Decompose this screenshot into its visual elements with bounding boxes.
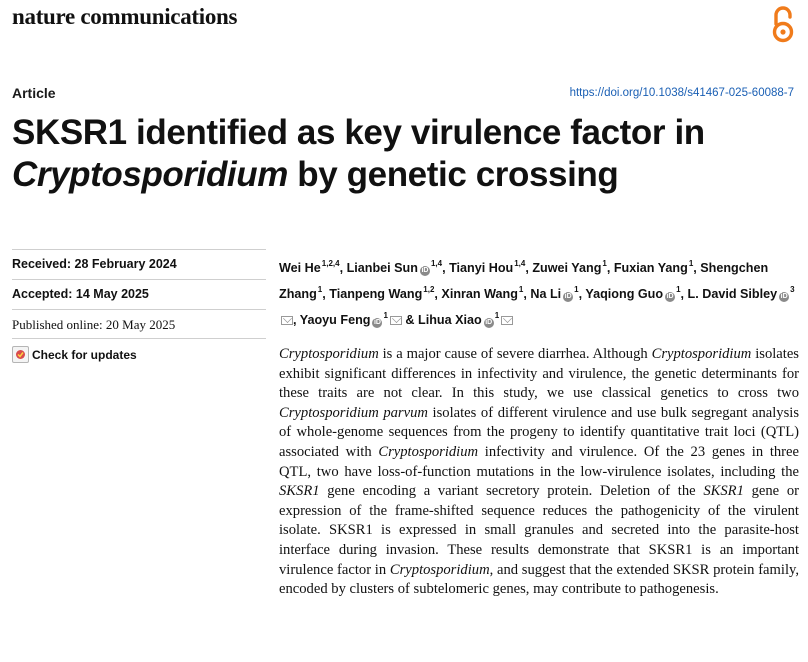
author-name-text: Lianbei Sun [346, 261, 418, 275]
divider [12, 309, 266, 310]
author-list: Wei He$^{1,2,4}$, Lianbei Sun iD$^{1,4}$, Tianyi Hou$^{1,4}$, Zuwei Yang$^1$, Fuxian Yang$^1$, Shengchen Zhang$^1$, Tianpeng Wang$^{1,2}$, Xinran Wang$^1$, Na Li $iD^1$, Yaqiong Guo $iD^1$, L. David Sibley $iD^3$, Yaoyu Feng $iD^1$ & Lihua Xiao $iD^1$ [279, 259, 795, 327]
author-affiliation: 1 [494, 311, 500, 320]
author-name-text: L. David Sibley [687, 287, 778, 301]
orcid-icon[interactable]: iD [780, 293, 788, 300]
orcid-icon[interactable]: iD [564, 293, 572, 300]
orcid-icon[interactable]: iD [373, 319, 381, 326]
accepted-date: Accepted: 14 May 2025 [12, 287, 149, 301]
abstract-italic-term: SKSR1 [279, 483, 320, 500]
abstract-text: infectivity and virulence. Of the 23 genes in three QTL, two have loss-of-function mutations in the low-virulence isolates, including the [279, 443, 799, 480]
author-name[interactable] [279, 261, 340, 275]
abstract-text: gene or expression of the frame-shifted sequence reduces the pathogenicity of the virulent isolate. SKSR1 is expressed in small granules and secreted into the parasite-host interface during invasion. These results demonstrate that SKSR1 is an important virulence factor in [279, 483, 799, 578]
abstract-italic-term: Cryptosporidium [378, 443, 479, 460]
email-icon[interactable] [390, 316, 402, 325]
author-name-text: Xinran Wang [441, 287, 518, 301]
divider [12, 249, 266, 250]
article-type-label: Article [12, 85, 56, 101]
divider [12, 338, 266, 339]
author-affiliation: 1 [317, 285, 323, 294]
author-name-text: Na Li [530, 287, 562, 301]
check-for-updates-button[interactable] [12, 346, 137, 363]
author-affiliation: 1 [518, 285, 524, 294]
author-name-text: Yaqiong Guo [585, 287, 664, 301]
author-affiliation: 3 [790, 285, 795, 294]
abstract-italic-term: Cryptosporidium [651, 346, 752, 362]
abstract-text: isolates of different virulence and use bulk segregant analysis of whole-genome sequences from the progeny to identify quantitative trait loci (QTL) associated with [279, 404, 800, 460]
article-title [12, 112, 792, 196]
orcid-icon[interactable]: iD [421, 267, 429, 274]
abstract-text: gene encoding a variant secretory protein. Deletion of the [319, 483, 704, 500]
doi-link[interactable]: https://doi.org/10.1038/s41467-025-60088-7 [569, 87, 794, 99]
abstract [279, 345, 799, 600]
author-affiliation: 1 [676, 285, 681, 294]
author-name[interactable] [300, 313, 402, 327]
author-name[interactable] [532, 261, 607, 275]
check-updates-label: Check for updates [32, 347, 137, 362]
abstract-italic-term: Cryptosporidium parvum [279, 404, 428, 421]
author-affiliation: 1 [602, 259, 607, 268]
journal-name: nature communications [12, 4, 238, 29]
author-name-text: Zuwei Yang [532, 261, 602, 275]
author-name-text: Wei He [279, 261, 321, 275]
abstract-italic-term: Cryptosporidium [389, 561, 490, 578]
author-name-text: Shengchen Zhang [279, 261, 769, 301]
author-name-text: Fuxian Yang [613, 261, 688, 275]
author-name[interactable] [347, 261, 443, 275]
author-affiliation: 1 [688, 259, 694, 268]
abstract-italic-term: Cryptosporidium [279, 346, 379, 362]
author-name[interactable] [418, 313, 513, 327]
author-name-text: Lihua Xiao [418, 313, 482, 327]
author-affiliation: 1 [574, 285, 579, 294]
author-affiliation: 1,4 [514, 259, 526, 268]
author-name[interactable] [449, 261, 525, 275]
author-name[interactable] [329, 287, 434, 301]
published-date: Published online: 20 May 2025 [12, 317, 176, 332]
author-name[interactable] [585, 287, 680, 301]
check-updates-icon [12, 346, 29, 363]
author-name[interactable] [530, 287, 578, 301]
received-date: Received: 28 February 2024 [12, 257, 177, 271]
title-line-1: SKSR1 identified as key virulence factor in [12, 113, 705, 152]
title-line-2: by genetic crossing [287, 155, 619, 194]
author-name[interactable] [614, 261, 693, 275]
email-icon[interactable] [501, 316, 513, 325]
divider [12, 279, 266, 280]
author-name-text: Tianyi Hou [449, 261, 514, 275]
author-name[interactable] [441, 287, 523, 301]
author-affiliation: 1,2 [423, 285, 435, 294]
email-icon[interactable] [281, 316, 293, 325]
author-name-text: Tianpeng Wang [329, 287, 423, 301]
author-affiliation: 1,4 [430, 259, 443, 268]
author-affiliation: 1,2,4 [321, 259, 340, 268]
open-access-icon [770, 4, 796, 44]
orcid-icon[interactable]: iD [666, 293, 674, 300]
abstract-text: isolates exhibit significant differences in infectivity and virulence, the genetic determinants for these traits are not clear. In this study, we use classical genetics to cross two [279, 346, 799, 402]
abstract-text: is a major cause of severe diarrhea. Although [378, 346, 652, 362]
author-affiliation: 1 [383, 311, 388, 320]
abstract-text: , and suggest that the extended SKSR protein family, encoded by clusters of subtelomeric genes, may contribute to pathogenesis. [279, 561, 799, 598]
abstract-italic-term: SKSR1 [703, 483, 744, 500]
title-genus: Cryptosporidium [12, 155, 288, 194]
author-name-text: Yaoyu Feng [299, 313, 371, 327]
orcid-icon[interactable]: iD [485, 319, 493, 326]
